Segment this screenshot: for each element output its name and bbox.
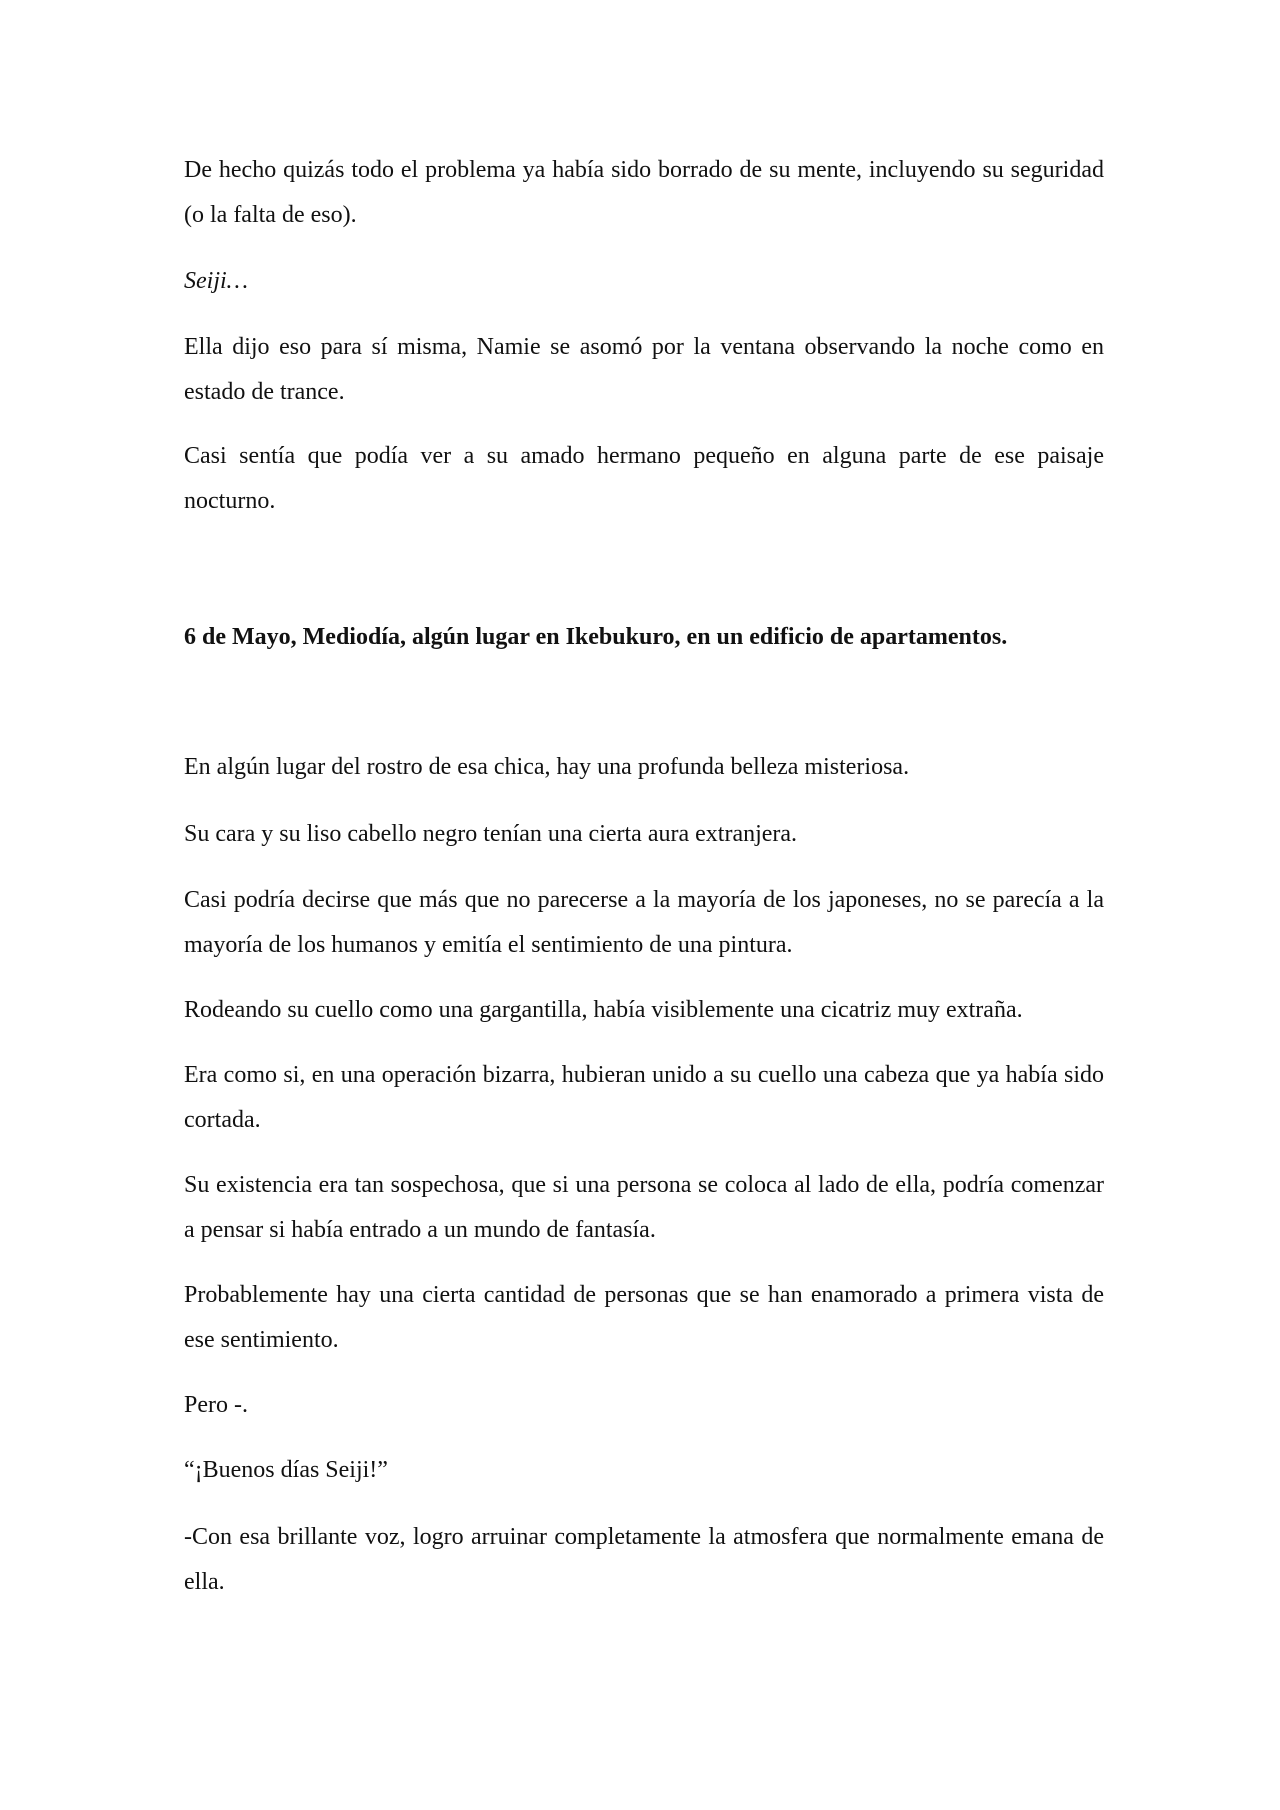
paragraph: Pero -. [184, 1392, 248, 1418]
paragraph: Casi sentía que podía ver a su amado hermano pequeño en alguna parte de ese paisaje nocturno. [184, 443, 1104, 514]
paragraph: Probablemente hay una cierta cantidad de personas que se han enamorado a primera vista de ese sentimiento. [184, 1282, 1104, 1353]
paragraph: En algún lugar del rostro de esa chica, hay una profunda belleza misteriosa. [184, 754, 910, 780]
paragraph: Casi podría decirse que más que no parecerse a la mayoría de los japoneses, no se parecía a la mayoría de los humanos y emitía el sentimiento de una pintura. [184, 887, 1104, 958]
paragraph: De hecho quizás todo el problema ya había sido borrado de su mente, incluyendo su seguridad (o la falta de eso). [184, 157, 1104, 228]
paragraph-italic-thought: Seiji… [184, 268, 248, 294]
paragraph: Era como si, en una operación bizarra, hubieran unido a su cuello una cabeza que ya había sido cortada. [184, 1062, 1104, 1133]
paragraph: Su existencia era tan sospechosa, que si una persona se coloca al lado de ella, podría comenzar a pensar si había entrado a un mundo de fantasía. [184, 1172, 1104, 1243]
paragraph: Su cara y su liso cabello negro tenían una cierta aura extranjera. [184, 821, 798, 847]
section-heading: 6 de Mayo, Mediodía, algún lugar en Ikebukuro, en un edificio de apartamentos. [184, 624, 1008, 650]
paragraph: -Con esa brillante voz, logro arruinar completamente la atmosfera que normalmente emana de ella. [184, 1524, 1104, 1595]
paragraph: Rodeando su cuello como una gargantilla, había visiblemente una cicatriz muy extraña. [184, 997, 1023, 1023]
paragraph: Ella dijo eso para sí misma, Namie se asomó por la ventana observando la noche como en estado de trance. [184, 334, 1104, 405]
paragraph-dialogue: “¡Buenos días Seiji!” [184, 1457, 388, 1483]
